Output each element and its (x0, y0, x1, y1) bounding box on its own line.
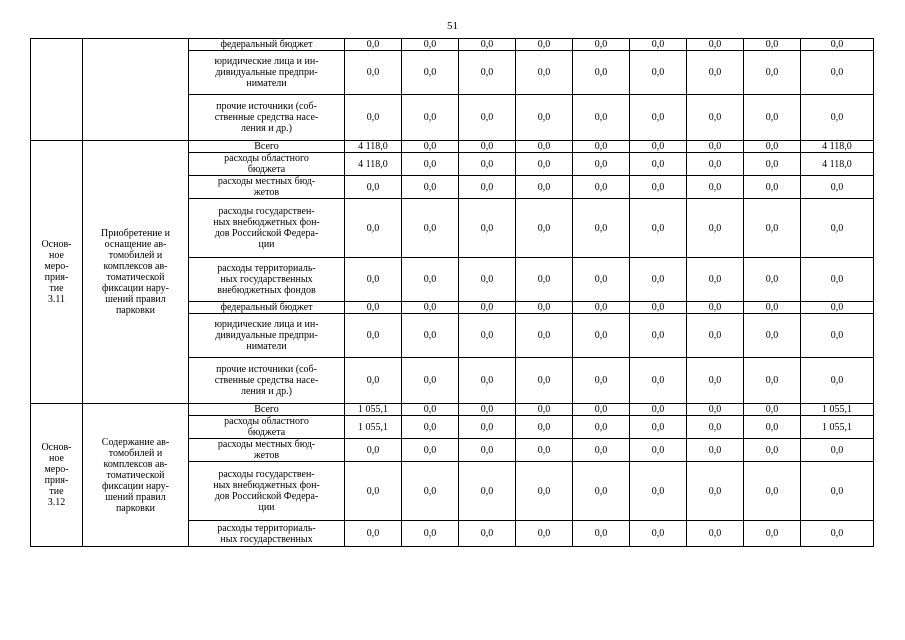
value-cell: 1 055,1 (345, 416, 402, 439)
funding-source-line: расходы областного (224, 416, 309, 427)
value-cell: 0,0 (630, 176, 687, 199)
value-cell: 0,0 (744, 95, 801, 141)
funding-source-line: ции (258, 502, 275, 513)
value-cell: 0,0 (573, 51, 630, 95)
funding-source-line: расходы местных бюд- (217, 439, 316, 450)
value-cell: 0,0 (459, 302, 516, 314)
measure-name-cell (83, 141, 189, 404)
measure-cell (31, 141, 83, 404)
value-cell: 0,0 (402, 95, 459, 141)
measure-line: Основ- (41, 442, 72, 453)
value-cell: 0,0 (402, 439, 459, 462)
funding-source-cell: федеральный бюджет (189, 302, 345, 314)
measure-line: меро- (44, 261, 69, 272)
value-cell: 0,0 (687, 439, 744, 462)
value-cell: 0,0 (744, 416, 801, 439)
value-cell: 0,0 (573, 199, 630, 258)
value-cell: 0,0 (345, 314, 402, 358)
value-cell: 0,0 (459, 141, 516, 153)
value-cell: 0,0 (402, 521, 459, 547)
measure-name-line: томатической (106, 272, 165, 283)
value-cell: 0,0 (744, 176, 801, 199)
funding-source-line: расходы территориаль- (217, 522, 316, 534)
funding-source-cell (189, 176, 345, 199)
value-cell: 0,0 (402, 302, 459, 314)
funding-source-line: дов Российской Федера- (214, 228, 319, 239)
value-cell: 0,0 (630, 404, 687, 416)
value-cell: 0,0 (402, 314, 459, 358)
measure-cell (31, 39, 83, 141)
funding-source-line: внебюджетных фондов (217, 285, 316, 296)
value-cell: 0,0 (345, 51, 402, 95)
value-cell: 0,0 (516, 153, 573, 176)
value-cell: 0,0 (459, 416, 516, 439)
value-cell: 0,0 (345, 199, 402, 258)
value-cell: 0,0 (402, 51, 459, 95)
funding-source-line: ления и др.) (240, 386, 292, 397)
value-cell: 0,0 (630, 358, 687, 404)
funding-source-line: ных внебюджетных фон- (213, 217, 320, 228)
value-cell: 0,0 (516, 199, 573, 258)
value-cell: 1 055,1 (801, 404, 874, 416)
measure-name-cell (83, 39, 189, 141)
value-cell: 0,0 (516, 314, 573, 358)
value-cell: 0,0 (744, 51, 801, 95)
funding-source-line: ниматели (246, 341, 287, 352)
value-cell: 0,0 (516, 141, 573, 153)
measure-line: Основ- (41, 239, 72, 250)
measure-line: тие (49, 283, 64, 294)
value-cell: 0,0 (402, 358, 459, 404)
value-cell: 0,0 (801, 258, 874, 302)
value-cell: 0,0 (630, 462, 687, 521)
value-cell: 0,0 (630, 95, 687, 141)
value-cell: 0,0 (345, 358, 402, 404)
funding-source-cell: федеральный бюджет (189, 39, 345, 51)
funding-source-cell (189, 314, 345, 358)
funding-source-line: бюджета (247, 164, 286, 175)
value-cell: 0,0 (573, 439, 630, 462)
value-cell: 0,0 (516, 51, 573, 95)
value-cell: 0,0 (801, 521, 874, 547)
funding-source-cell (189, 358, 345, 404)
funding-source-line: дивидуальные предпри- (215, 330, 318, 341)
funding-source-line: ции (258, 239, 275, 250)
value-cell: 0,0 (459, 314, 516, 358)
measure-line: тие (49, 486, 64, 497)
measure-name-line: парковки (115, 305, 156, 316)
value-cell: 0,0 (516, 416, 573, 439)
table-row (31, 404, 874, 416)
value-cell: 0,0 (459, 176, 516, 199)
value-cell: 0,0 (402, 404, 459, 416)
value-cell: 0,0 (459, 258, 516, 302)
value-cell: 0,0 (744, 439, 801, 462)
measure-name-line: томобилей и (108, 250, 163, 261)
value-cell: 0,0 (345, 176, 402, 199)
measure-name-line: фиксации нару- (102, 283, 169, 294)
value-cell: 1 055,1 (801, 416, 874, 439)
value-cell: 0,0 (630, 439, 687, 462)
value-cell: 0,0 (345, 95, 402, 141)
measure-name-line: шений правил (105, 294, 166, 305)
value-cell: 0,0 (573, 462, 630, 521)
funding-source-line: жетов (253, 450, 280, 461)
value-cell: 0,0 (630, 153, 687, 176)
value-cell: 0,0 (516, 39, 573, 51)
value-cell: 0,0 (516, 521, 573, 547)
value-cell: 0,0 (516, 302, 573, 314)
value-cell: 4 118,0 (345, 141, 402, 153)
value-cell: 0,0 (573, 416, 630, 439)
value-cell: 0,0 (345, 462, 402, 521)
measure-name-line: Содержание ав- (101, 436, 170, 448)
value-cell: 0,0 (402, 258, 459, 302)
funding-source-cell (189, 153, 345, 176)
value-cell: 0,0 (402, 199, 459, 258)
value-cell: 0,0 (687, 404, 744, 416)
value-cell: 0,0 (744, 314, 801, 358)
value-cell: 0,0 (630, 302, 687, 314)
value-cell: 0,0 (402, 176, 459, 199)
table-row (31, 141, 874, 153)
measure-name-line: комплексов ав- (103, 458, 168, 470)
value-cell: 0,0 (687, 199, 744, 258)
measure-name-line: томобилей и (108, 447, 163, 459)
measure-name-line: оснащение ав- (104, 239, 167, 250)
measure-cell (31, 404, 83, 547)
funding-source-line: дов Российской Федера- (214, 491, 319, 502)
value-cell: 0,0 (459, 153, 516, 176)
value-cell: 0,0 (744, 258, 801, 302)
funding-source-line: прочие источники (соб- (216, 101, 317, 112)
value-cell: 0,0 (345, 302, 402, 314)
value-cell: 0,0 (630, 199, 687, 258)
funding-source-cell (189, 258, 345, 302)
funding-source-line: расходы государствен- (218, 469, 315, 480)
funding-source-cell (189, 416, 345, 439)
value-cell: 4 118,0 (801, 141, 874, 153)
measure-name-cell (83, 404, 189, 547)
value-cell: 0,0 (687, 358, 744, 404)
value-cell: 0,0 (630, 416, 687, 439)
value-cell: 0,0 (687, 153, 744, 176)
value-cell: 0,0 (345, 258, 402, 302)
value-cell: 0,0 (516, 462, 573, 521)
funding-source-line: ления и др.) (240, 123, 292, 134)
value-cell: 0,0 (459, 199, 516, 258)
value-cell: 0,0 (687, 51, 744, 95)
value-cell: 0,0 (402, 141, 459, 153)
value-cell: 0,0 (573, 176, 630, 199)
funding-source-line: расходы государствен- (218, 206, 315, 217)
value-cell: 0,0 (516, 439, 573, 462)
funding-source-line: жетов (253, 187, 280, 198)
measure-line: меро- (44, 464, 69, 475)
funding-source-line: бюджета (247, 427, 286, 438)
funding-source-line: юридические лица и ин- (214, 319, 319, 330)
value-cell: 0,0 (402, 153, 459, 176)
measure-name-line: Приобретение и (101, 228, 170, 239)
measure-line: прия- (44, 272, 69, 283)
value-cell: 0,0 (801, 95, 874, 141)
funding-source-cell (189, 439, 345, 462)
value-cell: 0,0 (459, 439, 516, 462)
measure-name-line: шений правил (105, 491, 166, 503)
value-cell: 0,0 (402, 39, 459, 51)
value-cell: 0,0 (744, 141, 801, 153)
value-cell: 0,0 (630, 141, 687, 153)
funding-source-line: ных государственных (220, 274, 313, 285)
value-cell: 0,0 (459, 462, 516, 521)
measure-name-line: томатической (106, 469, 165, 481)
value-cell: 0,0 (516, 95, 573, 141)
value-cell: 0,0 (687, 314, 744, 358)
value-cell: 0,0 (573, 141, 630, 153)
value-cell: 0,0 (687, 462, 744, 521)
measure-line: 3.12 (47, 497, 66, 508)
funding-source-cell: Всего (189, 404, 345, 416)
value-cell: 0,0 (573, 302, 630, 314)
funding-source-cell: Всего (189, 141, 345, 153)
funding-source-line: юридические лица и ин- (214, 56, 319, 67)
value-cell: 0,0 (744, 199, 801, 258)
value-cell: 0,0 (630, 314, 687, 358)
value-cell: 0,0 (573, 258, 630, 302)
funding-source-cell (189, 95, 345, 141)
funding-source-line: дивидуальные предпри- (215, 67, 318, 78)
value-cell: 0,0 (687, 176, 744, 199)
measure-name-line: комплексов ав- (103, 261, 168, 272)
value-cell: 0,0 (573, 39, 630, 51)
value-cell: 0,0 (744, 358, 801, 404)
value-cell: 0,0 (801, 39, 874, 51)
value-cell: 0,0 (345, 439, 402, 462)
value-cell: 0,0 (687, 141, 744, 153)
value-cell: 0,0 (744, 302, 801, 314)
value-cell: 0,0 (801, 314, 874, 358)
funding-source-line: прочие источники (соб- (216, 364, 317, 375)
table-row (31, 39, 874, 51)
funding-source-line: ственные средства насе- (214, 112, 319, 123)
value-cell: 0,0 (459, 51, 516, 95)
funding-source-line: расходы территориаль- (217, 263, 316, 274)
measure-line: прия- (44, 475, 69, 486)
value-cell: 4 118,0 (345, 153, 402, 176)
funding-source-line: ных внебюджетных фон- (213, 480, 320, 491)
measure-line: ное (49, 453, 64, 464)
value-cell: 1 055,1 (345, 404, 402, 416)
value-cell: 0,0 (630, 39, 687, 51)
value-cell: 0,0 (402, 416, 459, 439)
value-cell: 0,0 (687, 302, 744, 314)
value-cell: 0,0 (459, 358, 516, 404)
value-cell: 0,0 (801, 358, 874, 404)
value-cell: 0,0 (630, 258, 687, 302)
value-cell: 0,0 (573, 314, 630, 358)
value-cell: 0,0 (630, 521, 687, 547)
page-number: 51 (447, 20, 458, 32)
funding-source-line: расходы местных бюд- (217, 176, 316, 187)
value-cell: 0,0 (744, 153, 801, 176)
value-cell: 0,0 (459, 39, 516, 51)
value-cell: 0,0 (630, 51, 687, 95)
value-cell: 0,0 (801, 462, 874, 521)
value-cell: 0,0 (402, 462, 459, 521)
value-cell: 0,0 (687, 521, 744, 547)
value-cell: 0,0 (687, 258, 744, 302)
value-cell: 0,0 (459, 95, 516, 141)
value-cell: 0,0 (744, 404, 801, 416)
measure-line: 3.11 (47, 294, 66, 305)
value-cell: 0,0 (801, 439, 874, 462)
measure-line: ное (49, 250, 64, 261)
value-cell: 0,0 (516, 258, 573, 302)
value-cell: 0,0 (516, 358, 573, 404)
funding-source-line: ственные средства насе- (214, 375, 319, 386)
measure-name-line: фиксации нару- (102, 480, 169, 492)
funding-source-cell (189, 521, 345, 547)
funding-source-cell (189, 462, 345, 521)
funding-source-line: ных государственных (220, 533, 313, 545)
value-cell: 0,0 (573, 521, 630, 547)
value-cell: 0,0 (516, 176, 573, 199)
funding-source-line: расходы областного (224, 153, 309, 164)
value-cell: 0,0 (801, 176, 874, 199)
value-cell: 0,0 (345, 521, 402, 547)
value-cell: 0,0 (801, 199, 874, 258)
funding-source-cell (189, 51, 345, 95)
value-cell: 0,0 (744, 521, 801, 547)
value-cell: 0,0 (573, 404, 630, 416)
value-cell: 0,0 (801, 51, 874, 95)
value-cell: 0,0 (573, 358, 630, 404)
financing-table (30, 38, 874, 547)
funding-source-line: ниматели (246, 78, 287, 89)
value-cell: 0,0 (744, 39, 801, 51)
value-cell: 0,0 (573, 153, 630, 176)
value-cell: 0,0 (516, 404, 573, 416)
value-cell: 0,0 (459, 404, 516, 416)
value-cell: 0,0 (744, 462, 801, 521)
value-cell: 4 118,0 (801, 153, 874, 176)
value-cell: 0,0 (345, 39, 402, 51)
value-cell: 0,0 (687, 39, 744, 51)
value-cell: 0,0 (687, 416, 744, 439)
measure-name-line: парковки (115, 502, 156, 514)
funding-source-cell (189, 199, 345, 258)
value-cell: 0,0 (459, 521, 516, 547)
value-cell: 0,0 (801, 302, 874, 314)
value-cell: 0,0 (687, 95, 744, 141)
value-cell: 0,0 (573, 95, 630, 141)
